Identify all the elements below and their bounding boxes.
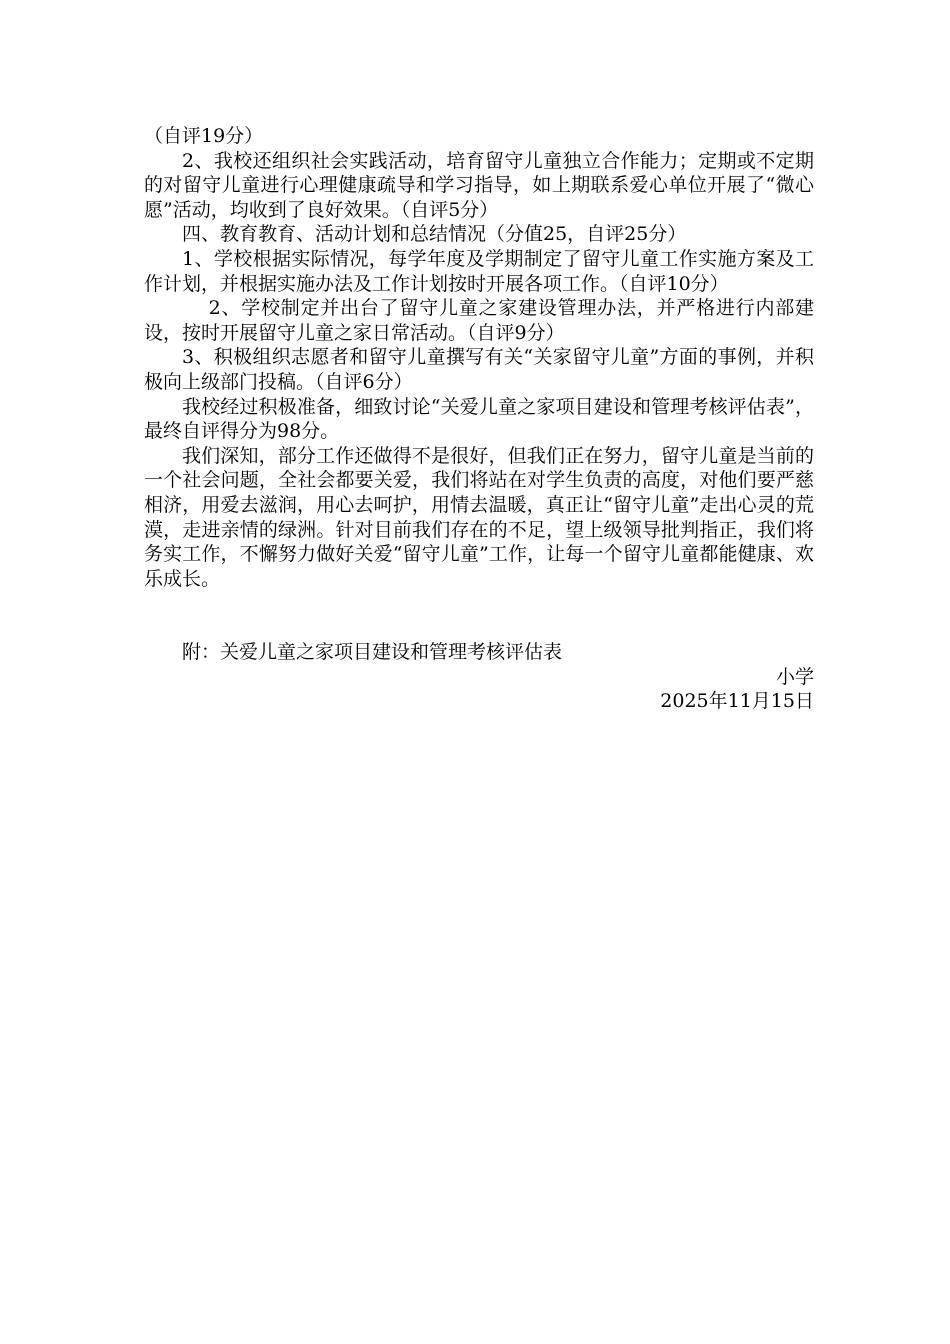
attachment-line: 附：关爱儿童之家项目建设和管理考核评估表 <box>182 641 563 664</box>
paragraph-volunteers: 3、积极组织志愿者和留守儿童撰写有关“关家留守儿童”方面的事例，并积极向上级部门投稿。（自评6分） <box>144 346 814 393</box>
document-body <box>144 124 814 714</box>
paragraph-self-score: 我校经过积极准备，细致讨论“关爱儿童之家项目建设和管理考核评估表”，最终自评得分为98分。 <box>144 395 814 443</box>
spacer <box>144 591 814 640</box>
paragraph-management-rules: 2、学校制定并出台了留守儿童之家建设管理办法，并严格进行内部建设，按时开展留守儿童之家日常活动。（自评9分） <box>144 297 814 344</box>
paragraph-work-plan: 1、学校根据实际情况，每学年度及学期制定了留守儿童工作实施方案及工作计划，并根据实施办法及工作计划按时开展各项工作。（自评10分） <box>144 247 814 295</box>
signature-date: 2025年11月15日 <box>660 690 814 713</box>
signature-school: 小学 <box>775 665 814 688</box>
paragraph-score-19: （自评19分） <box>144 125 264 147</box>
paragraph-social-practice: 2、我校还组织社会实践活动，培育留守儿童独立合作能力；定期或不定期的对留守儿童进行心理健康疏导和学习指导，如上期联系爱心单位开展了“微心愿”活动，均收到了良好效果。（自评5分） <box>144 149 814 221</box>
section-heading-four: 四、教育教育、活动计划和总结情况（分值25，自评25分） <box>182 223 687 246</box>
paragraph-conclusion: 我们深知，部分工作还做得不是很好，但我们正在努力，留守儿童是当前的一个社会问题，全社会都要关爱，我们将站在对学生负责的高度，对他们要严慈相济，用爱去滋润，用心去呵护，用情去温暖，真正让“留守儿童”走出心灵的荒漠，走进亲情的绿洲。针对目前我们存在的不足，望上级领导批判指正，我们将务实工作，不懈努力做好关爱“留守儿童”工作，让每一个留守儿童都能健康、欢乐成长。 <box>144 444 814 590</box>
